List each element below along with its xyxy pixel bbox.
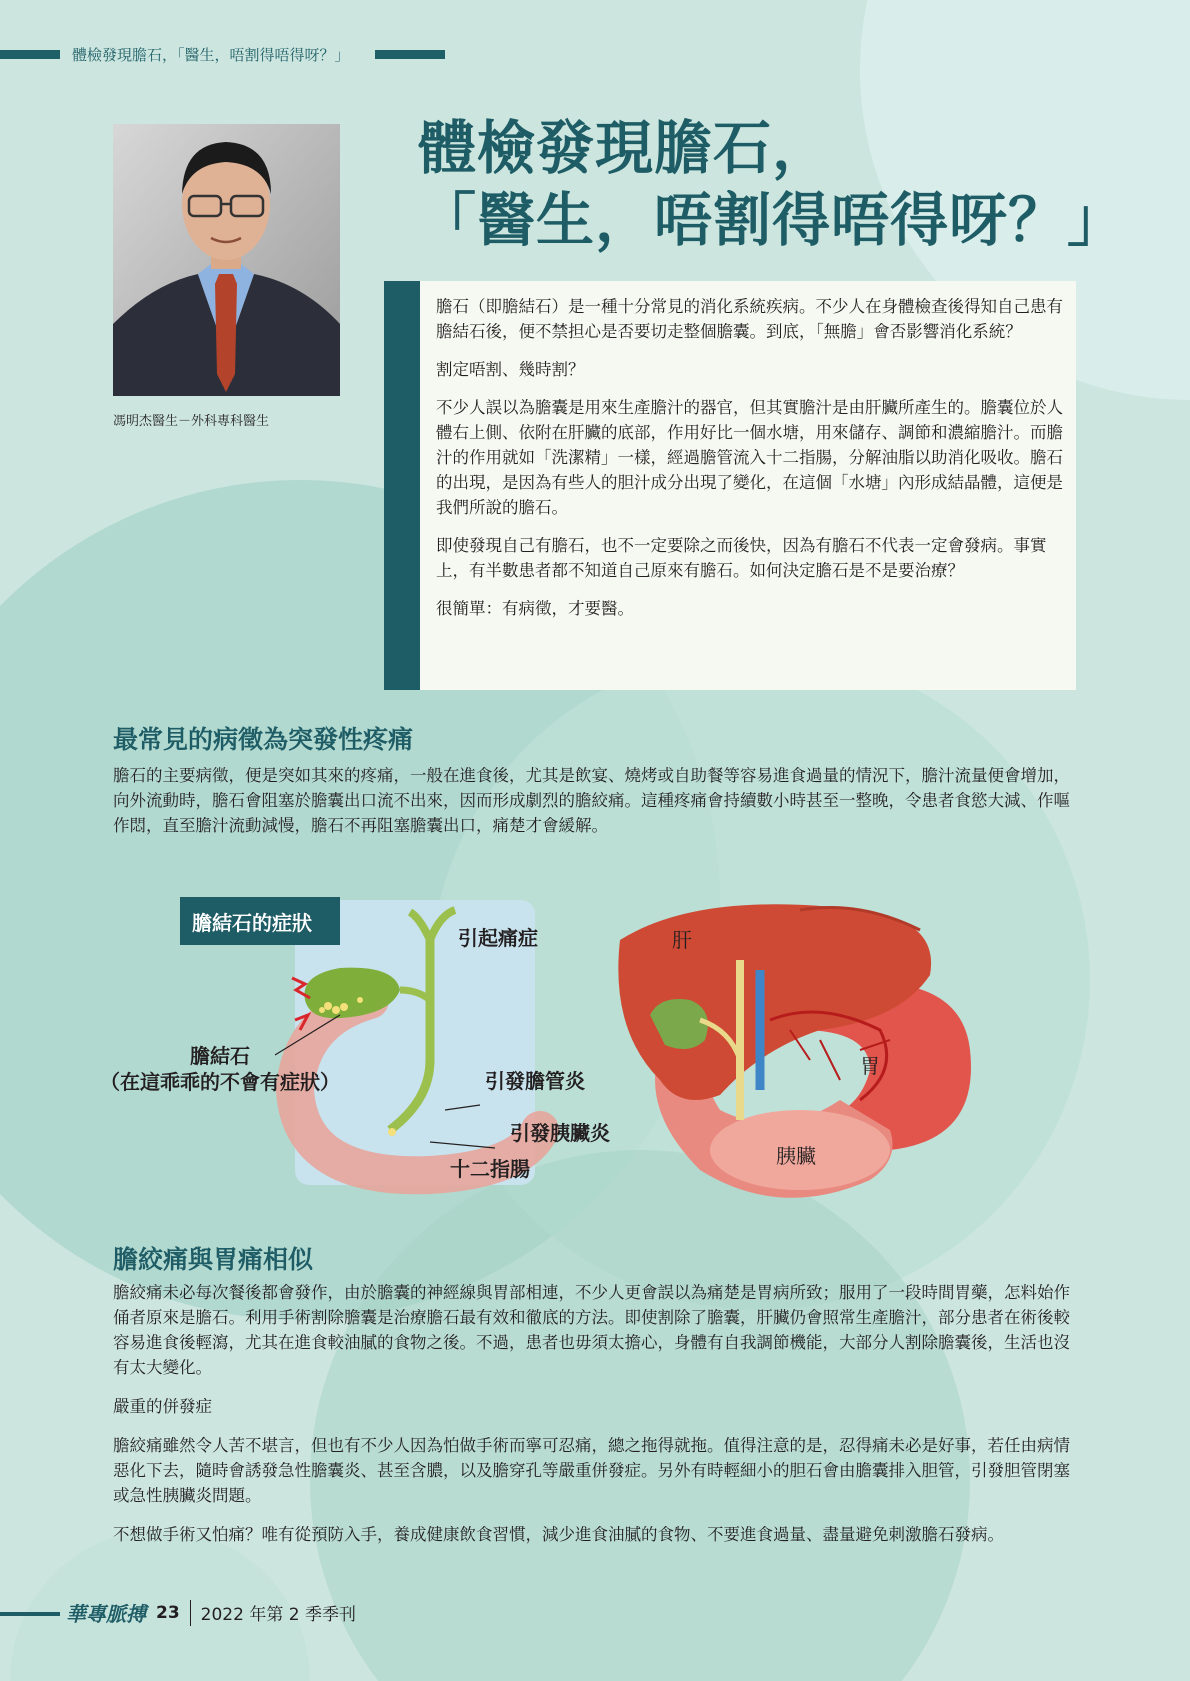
label-stomach: 胃 <box>860 1054 880 1078</box>
section-heading: 最常見的病徵為突發性疼痛 <box>113 725 414 754</box>
header-rule-left <box>0 50 60 59</box>
label-pancreatitis: 引發胰臟炎 <box>510 1121 610 1145</box>
photo-caption: 馮明杰醫生－外科專科醫生 <box>113 414 270 429</box>
intro-text <box>436 294 1063 634</box>
body-subheading: 嚴重的併發症 <box>113 1397 212 1416</box>
label-pain: 引起痛症 <box>458 926 538 950</box>
label-cholangitis: 引發膽管炎 <box>485 1069 585 1093</box>
doctor-photo <box>113 124 340 396</box>
footer <box>66 1598 356 1627</box>
intro-paragraph: 膽石（即膽結石）是一種十分常見的消化系統疾病。不少人在身體檢查後得知自己患有膽結石後，便不禁担心是否要切走整個膽囊。到底，「無膽」會否影響消化系統？ <box>436 297 1063 341</box>
body-paragraph: 膽石的主要病徵，便是突如其來的疼痛，一般在進食後，尤其是飲宴、燒烤或自助餐等容易進食過量的情況下，膽汁流量便會增加，向外流動時，膽石會阻塞於膽囊出口流不出來，因而形成劇烈的膽絞痛。這種疼痛會持續數小時甚至一整晚，令患者食慾大減、作嘔作悶，直至膽汁流動減慢，膽石不再阻塞膽囊出口，痛楚才會緩解。 <box>113 766 1070 835</box>
intro-accent-bar <box>384 281 420 690</box>
body-paragraph: 不想做手術又怕痛？唯有從預防入手，養成健康飲食習慣，減少進食油膩的食物、不要進食過量、盡量避免刺激膽石發病。 <box>113 1525 1004 1544</box>
issue-label: 2022 年第 2 季季刊 <box>200 1605 356 1625</box>
diagram-title: 膽結石的症狀 <box>192 911 312 935</box>
label-liver: 肝 <box>672 928 692 952</box>
body-paragraph: 膽絞痛未必每次餐後都會發作，由於膽囊的神經線與胃部相連，不少人更會誤以為痛楚是胃病所致；服用了一段時間胃藥，怎料始作俑者原來是膽石。利用手術割除膽囊是治療膽石最有效和徹底的方法。即使割除了膽囊，肝臟仍會照常生產膽汁，部分患者在術後較容易進食後輕瀉，尤其在進食較油膩的食物之後。不過，患者也毋須太擔心，身體有自我調節機能，大部分人割除膽囊後，生活也沒有太大變化。 <box>113 1283 1070 1377</box>
magazine-logo: 華專脈搏 <box>66 1602 146 1626</box>
intro-paragraph: 很簡單：有病徵，才要醫。 <box>436 599 634 618</box>
running-header: 體檢發現膽石，「醫生，唔割得唔得呀？」 <box>72 46 350 64</box>
label-duodenum: 十二指腸 <box>450 1157 530 1181</box>
footer-rule <box>0 1612 60 1616</box>
label-pancreas: 胰臟 <box>776 1144 816 1168</box>
section-body <box>113 1280 1077 1561</box>
label-gallstone: 膽結石 <box>190 1044 250 1068</box>
label-gallstone-note: （在這乖乖的不會有症狀） <box>100 1070 340 1094</box>
header-rule-right <box>375 50 445 59</box>
intro-paragraph: 即使發現自己有膽石，也不一定要除之而後快，因為有膽石不代表一定會發病。事實上，有半數患者都不知道自己原來有膽石。如何決定膽石是不是要治療？ <box>436 536 1047 580</box>
footer-divider <box>190 1600 191 1626</box>
article-title <box>418 112 1126 256</box>
section-heading: 膽絞痛與胃痛相似 <box>113 1245 314 1274</box>
page-number: 23 <box>156 1602 180 1623</box>
gallstone-diagram <box>100 880 1000 1210</box>
body-paragraph: 膽絞痛雖然令人苦不堪言，但也有不少人因為怕做手術而寧可忍痛，總之拖得就拖。值得注意的是，忍得痛未必是好事，若任由病情惡化下去，隨時會誘發急性膽囊炎、甚至含膿，以及膽穿孔等嚴重併發症。另外有時輕細小的胆石會由膽囊排入胆管，引發胆管閉塞或急性胰臟炎問題。 <box>113 1436 1070 1505</box>
intro-paragraph: 不少人誤以為膽囊是用來生產膽汁的器官，但其實膽汁是由肝臟所產生的。膽囊位於人體右上側、依附在肝臟的底部，作用好比一個水塘，用來儲存、調節和濃縮膽汁。而膽汁的作用就如「洗潔精」一樣，經過膽管流入十二指腸，分解油脂以助消化吸收。膽石的出現，是因為有些人的胆汁成分出現了變化，在這個「水塘」內形成結晶體，這便是我們所說的膽石。 <box>436 398 1063 517</box>
section-body <box>113 763 1077 852</box>
title-line-2: 「醫生，唔割得唔得呀？」 <box>418 186 1127 254</box>
intro-subheading: 割定唔割、幾時割？ <box>436 360 585 379</box>
title-line-1: 體檢發現膽石， <box>418 114 832 182</box>
